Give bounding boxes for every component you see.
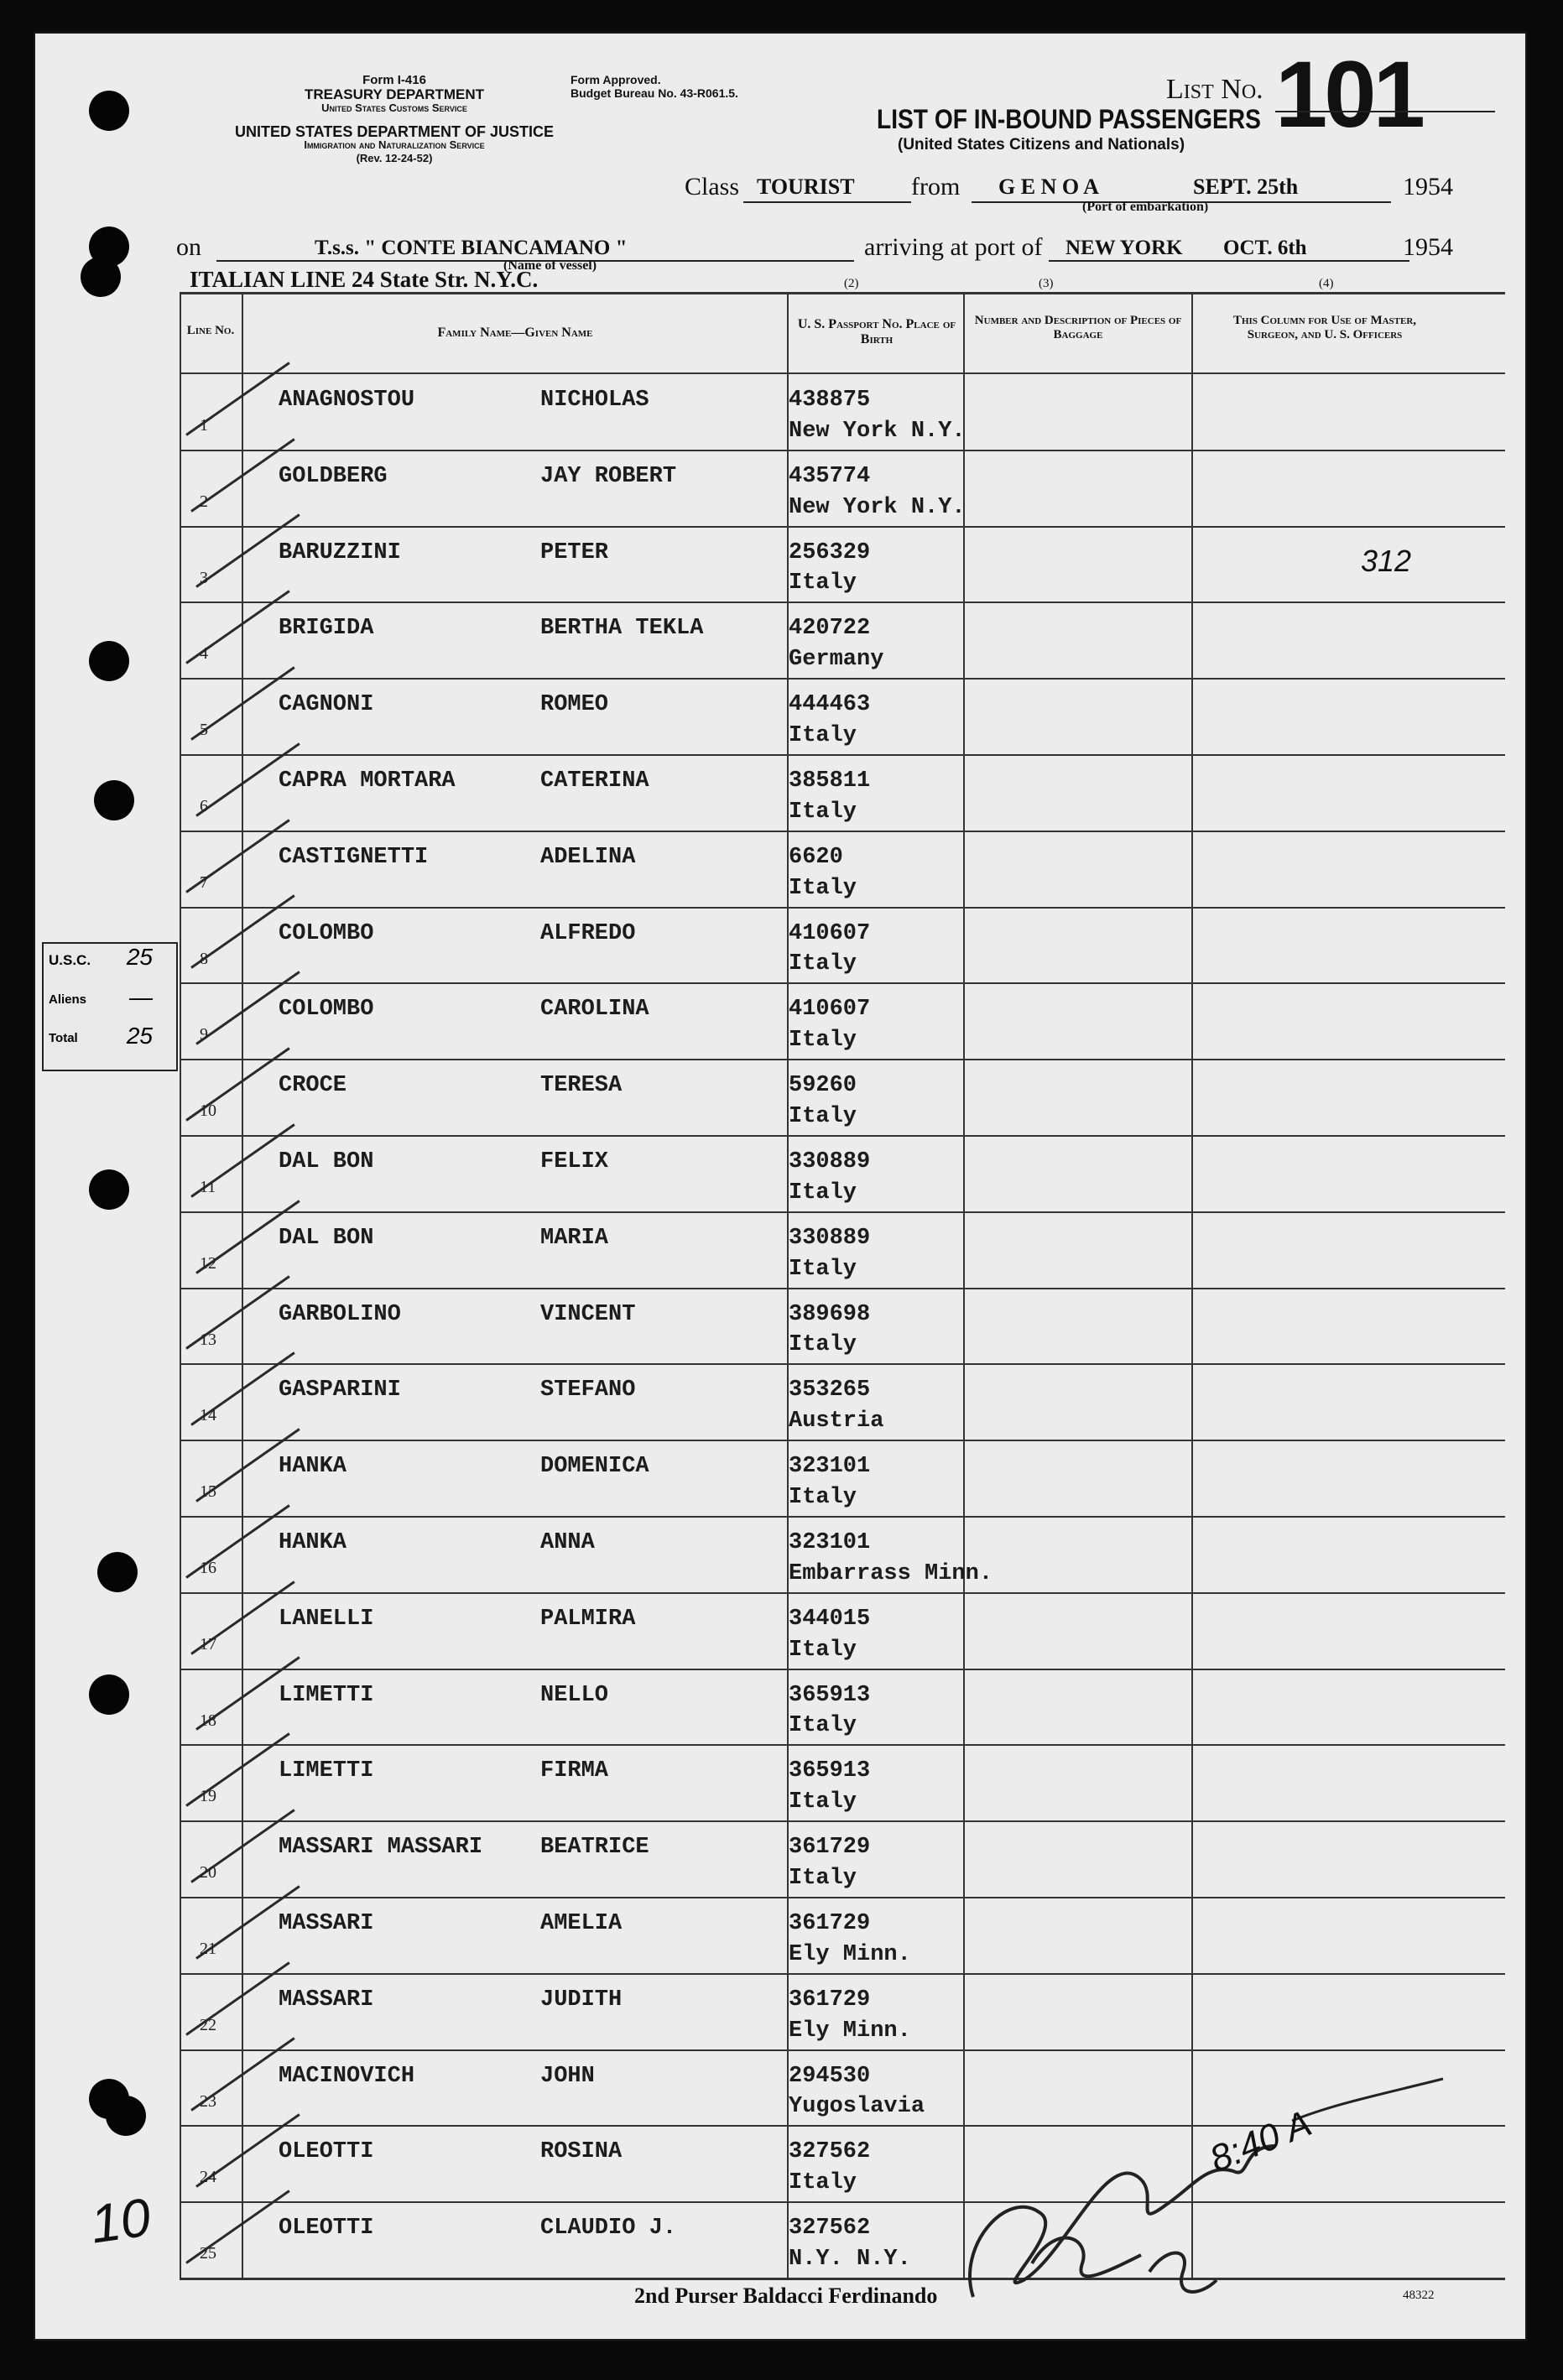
depart-date: SEPT. 25th xyxy=(1193,174,1299,199)
margin-mark: 10 xyxy=(86,2186,154,2255)
line-number: 24 xyxy=(200,2168,216,2187)
place-of-birth: Italy xyxy=(789,1028,857,1054)
from-label: from xyxy=(911,173,961,201)
family-name: GARBOLINO xyxy=(279,1301,401,1327)
manifest-sheet xyxy=(34,32,1527,2341)
year-1: 1954 xyxy=(1403,173,1453,201)
passport-number: 294530 xyxy=(789,2063,871,2089)
justice-dept: UNITED STATES DEPARTMENT OF JUSTICE xyxy=(234,123,554,140)
passport-number: 389698 xyxy=(789,1301,871,1327)
given-name: PETER xyxy=(540,539,609,565)
family-name: COLOMBO xyxy=(279,997,374,1023)
passport-number: 323101 xyxy=(789,1454,871,1480)
place-of-birth: Italy xyxy=(789,2170,857,2196)
col-header-baggage: Number and Description of Pieces of Baggage xyxy=(974,314,1182,342)
passport-number: 410607 xyxy=(789,997,871,1023)
col-num-2: (2) xyxy=(844,277,859,290)
col-header-line-no: Line No. xyxy=(186,324,235,337)
line-number: 17 xyxy=(200,1634,216,1654)
tally-box xyxy=(42,942,178,1071)
passenger-table xyxy=(180,292,1505,2280)
aliens-count: — xyxy=(129,984,153,1010)
given-name: JUDITH xyxy=(540,1987,623,2013)
place-of-birth: Italy xyxy=(789,1484,857,1510)
place-of-birth: New York N.Y. xyxy=(789,494,966,520)
given-name: FIRMA xyxy=(540,1758,609,1784)
col-header-passport: U. S. Passport No. Place of Birth xyxy=(797,317,956,347)
family-name: GOLDBERG xyxy=(279,463,388,489)
place-of-birth: Italy xyxy=(789,875,857,901)
list-number: 101 xyxy=(1275,42,1422,147)
passport-number: 365913 xyxy=(789,1682,871,1708)
customs-service: United States Customs Service xyxy=(321,102,467,114)
family-name: LIMETTI xyxy=(279,1682,374,1708)
line-number: 22 xyxy=(200,2015,216,2034)
family-name: MACINOVICH xyxy=(279,2063,415,2089)
place-of-birth: Italy xyxy=(789,951,857,977)
given-name: AMELIA xyxy=(540,1911,623,1936)
list-no-label: List No. xyxy=(1166,74,1263,105)
line-number: 2 xyxy=(200,492,208,511)
place-of-birth: Italy xyxy=(789,1256,857,1282)
aliens-label: Aliens xyxy=(49,992,87,1007)
place-of-birth: Embarrass Minn. xyxy=(789,1560,993,1586)
family-name: GASPARINI xyxy=(279,1377,401,1404)
place-of-birth: Ely Minn. xyxy=(789,1941,911,1967)
given-name: MARIA xyxy=(540,1225,609,1251)
manifest-title: LIST OF IN-BOUND PASSENGERS xyxy=(877,104,1261,134)
given-name: CLAUDIO J. xyxy=(540,2216,677,2242)
table-row xyxy=(180,1060,1505,1136)
family-name: OLEOTTI xyxy=(279,2139,374,2165)
given-name: NELLO xyxy=(540,1682,609,1708)
given-name: ADELINA xyxy=(540,844,636,870)
given-name: ROMEO xyxy=(540,692,609,718)
table-row xyxy=(180,1593,1505,1669)
usc-count: 25 xyxy=(126,944,153,970)
line-number: 9 xyxy=(200,1025,208,1044)
punch-hole xyxy=(89,91,129,131)
line-number: 20 xyxy=(200,1863,216,1883)
family-name: MASSARI xyxy=(279,1911,374,1936)
family-name: MASSARI MASSARI xyxy=(279,1835,483,1861)
col-num-4: (4) xyxy=(1319,277,1334,290)
budget-bureau: Budget Bureau No. 43-R061.5. xyxy=(570,86,738,100)
family-name: DAL BON xyxy=(279,1225,374,1251)
place-of-birth: Ely Minn. xyxy=(789,2018,911,2044)
family-name: CROCE xyxy=(279,1073,347,1099)
passport-number: 330889 xyxy=(789,1225,871,1251)
table-row xyxy=(180,1745,1505,1821)
family-name: LIMETTI xyxy=(279,1758,374,1784)
table-row xyxy=(180,755,1505,831)
line-number: 8 xyxy=(200,949,208,968)
family-name: DAL BON xyxy=(279,1149,374,1174)
given-name: BEATRICE xyxy=(540,1835,649,1861)
line-number: 11 xyxy=(200,1177,216,1196)
passport-number: 353265 xyxy=(789,1377,871,1404)
passport-number: 385811 xyxy=(789,768,871,794)
passport-number: 444463 xyxy=(789,692,871,718)
form-approved: Form Approved. xyxy=(570,73,661,86)
table-row xyxy=(180,1517,1505,1593)
line-number: 23 xyxy=(200,2091,216,2111)
passport-number: 6620 xyxy=(789,844,843,870)
annotation-312: 312 xyxy=(1361,544,1412,578)
table-row xyxy=(180,602,1505,679)
table-row xyxy=(180,1440,1505,1517)
line-number: 12 xyxy=(200,1253,216,1273)
line-number: 6 xyxy=(200,796,208,815)
given-name: DOMENICA xyxy=(540,1454,649,1480)
given-name: STEFANO xyxy=(540,1377,636,1404)
given-name: ALFREDO xyxy=(540,920,636,946)
punch-hole xyxy=(89,1169,129,1210)
passport-number: 438875 xyxy=(789,388,871,413)
vessel-caption: (Name of vessel) xyxy=(503,258,597,273)
given-name: ROSINA xyxy=(540,2139,623,2165)
table-row xyxy=(180,1136,1505,1212)
line-number: 15 xyxy=(200,1482,216,1502)
family-name: BARUZZINI xyxy=(279,539,401,565)
family-name: OLEOTTI xyxy=(279,2216,374,2242)
given-name: CAROLINA xyxy=(540,997,649,1023)
table-row xyxy=(180,1669,1505,1746)
given-name: VINCENT xyxy=(540,1301,636,1327)
punch-hole xyxy=(94,780,134,820)
family-name: CAGNONI xyxy=(279,692,374,718)
given-name: JOHN xyxy=(540,2063,595,2089)
place-of-birth: Germany xyxy=(789,647,884,673)
line-number: 21 xyxy=(200,1939,216,1958)
line-number: 5 xyxy=(200,721,208,740)
punch-hole xyxy=(89,641,129,681)
given-name: CATERINA xyxy=(540,768,649,794)
table-row xyxy=(180,1289,1505,1365)
revision: (Rev. 12-24-52) xyxy=(356,152,433,164)
year-2: 1954 xyxy=(1403,233,1453,261)
list-no-underline xyxy=(1275,111,1495,112)
passport-number: 361729 xyxy=(789,1987,871,2013)
given-name: ANNA xyxy=(540,1530,595,1555)
passport-number: 365913 xyxy=(789,1758,871,1784)
given-name: TERESA xyxy=(540,1073,623,1099)
given-name: FELIX xyxy=(540,1149,609,1174)
port-caption: (Port of embarkation) xyxy=(1082,200,1209,214)
line-number: 19 xyxy=(200,1787,216,1806)
on-label: on xyxy=(176,233,201,261)
family-name: LANELLI xyxy=(279,1606,374,1632)
table-row xyxy=(180,527,1505,603)
purser-line: 2nd Purser Baldacci Ferdinando xyxy=(634,2284,938,2308)
given-name: NICHOLAS xyxy=(540,388,649,413)
passport-number: 256329 xyxy=(789,539,871,565)
passport-number: 410607 xyxy=(789,920,871,946)
signature xyxy=(940,2045,1477,2314)
class-value: TOURIST xyxy=(757,174,855,199)
table-row xyxy=(180,679,1505,755)
passport-number: 361729 xyxy=(789,1835,871,1861)
form-code: 48322 xyxy=(1403,2289,1435,2302)
shipping-line: ITALIAN LINE 24 State Str. N.Y.C. xyxy=(190,267,539,292)
passport-number: 420722 xyxy=(789,616,871,642)
form-number: Form I-416 xyxy=(362,73,426,87)
passport-number: 344015 xyxy=(789,1606,871,1632)
place-of-birth: Italy xyxy=(789,1180,857,1206)
line-number: 4 xyxy=(200,644,208,664)
family-name: CASTIGNETTI xyxy=(279,844,429,870)
col-header-officers: This Column for Use of Master, Surgeon, and U. S. Officers xyxy=(1232,314,1417,342)
passport-number: 327562 xyxy=(789,2216,871,2242)
passport-number: 59260 xyxy=(789,1073,857,1099)
line-number: 13 xyxy=(200,1330,216,1349)
punch-hole xyxy=(81,257,121,297)
arriving-label: arriving at port of xyxy=(864,233,1043,261)
place-of-birth: Italy xyxy=(789,722,857,748)
table-row xyxy=(180,374,1505,450)
given-name: BERTHA TEKLA xyxy=(540,616,704,642)
line-number: 10 xyxy=(200,1101,216,1121)
line-number: 14 xyxy=(200,1406,216,1425)
given-name: PALMIRA xyxy=(540,1606,636,1632)
place-of-birth: New York N.Y. xyxy=(789,418,966,444)
passport-number: 327562 xyxy=(789,2139,871,2165)
table-row xyxy=(180,1898,1505,1974)
vessel-name: T.s.s. " CONTE BIANCAMANO " xyxy=(315,237,628,259)
family-name: ANAGNOSTOU xyxy=(279,388,415,413)
col-num-3: (3) xyxy=(1039,277,1054,290)
place-of-birth: Italy xyxy=(789,1789,857,1815)
place-of-birth: Italy xyxy=(789,1103,857,1129)
line-number: 1 xyxy=(200,415,208,435)
arrival-port: NEW YORK xyxy=(1065,237,1183,259)
table-row xyxy=(180,1364,1505,1440)
usc-label: U.S.C. xyxy=(49,952,91,968)
family-name: HANKA xyxy=(279,1530,347,1555)
total-count: 25 xyxy=(126,1023,153,1049)
passport-number: 361729 xyxy=(789,1911,871,1936)
table-row xyxy=(180,1212,1505,1289)
place-of-birth: Yugoslavia xyxy=(789,2094,925,2120)
treasury-dept: TREASURY DEPARTMENT xyxy=(304,86,485,102)
table-row xyxy=(180,1821,1505,1898)
place-of-birth: Italy xyxy=(789,799,857,825)
place-of-birth: Italy xyxy=(789,1332,857,1358)
family-name: HANKA xyxy=(279,1454,347,1480)
signature-note: 8:40 A xyxy=(1204,2102,1317,2180)
family-name: COLOMBO xyxy=(279,920,374,946)
col-header-name: Family Name—Given Name xyxy=(437,325,593,340)
punch-hole xyxy=(106,2096,146,2136)
table-row xyxy=(180,908,1505,984)
arrival-date: OCT. 6th xyxy=(1223,237,1307,259)
family-name: CAPRA MORTARA xyxy=(279,768,456,794)
passport-number: 435774 xyxy=(789,463,871,489)
punch-hole xyxy=(97,1552,138,1592)
family-name: MASSARI xyxy=(279,1987,374,2013)
given-name: JAY ROBERT xyxy=(540,463,677,489)
punch-hole xyxy=(89,1674,129,1715)
place-of-birth: Italy xyxy=(789,1865,857,1891)
arrival-underline xyxy=(1049,260,1409,262)
place-of-birth: Italy xyxy=(789,570,857,596)
total-label: Total xyxy=(49,1031,78,1045)
embark-port: G E N O A xyxy=(998,174,1099,199)
passport-number: 330889 xyxy=(789,1149,871,1174)
place-of-birth: Austria xyxy=(789,1409,884,1435)
class-underline xyxy=(743,201,911,203)
class-label: Class xyxy=(685,173,740,201)
line-number: 3 xyxy=(200,568,208,587)
line-number: 25 xyxy=(200,2244,216,2263)
ins-service: Immigration and Naturalization Service xyxy=(304,138,485,151)
manifest-subtitle: (United States Citizens and Nationals) xyxy=(898,136,1185,154)
table-row xyxy=(180,983,1505,1060)
table-row xyxy=(180,450,1505,527)
place-of-birth: Italy xyxy=(789,1713,857,1739)
line-number: 18 xyxy=(200,1711,216,1730)
passport-number: 323101 xyxy=(789,1530,871,1555)
table-row xyxy=(180,831,1505,908)
table-row xyxy=(180,1974,1505,2050)
line-number: 7 xyxy=(200,872,208,892)
place-of-birth: N.Y. N.Y. xyxy=(789,2246,911,2272)
place-of-birth: Italy xyxy=(789,1637,857,1663)
line-number: 16 xyxy=(200,1558,216,1577)
family-name: BRIGIDA xyxy=(279,616,374,642)
